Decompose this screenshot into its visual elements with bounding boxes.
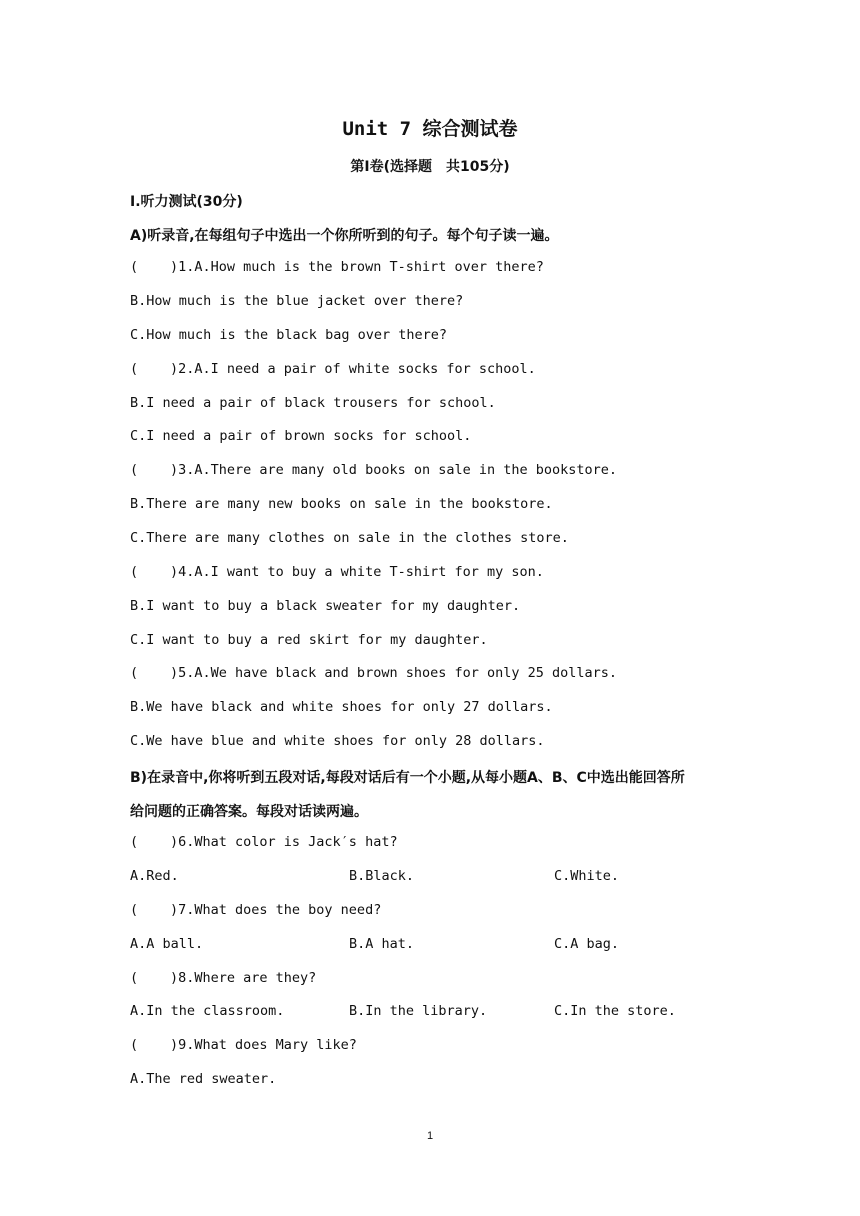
question-stem: ( )6.What color is Jack′s hat? — [130, 834, 398, 850]
question-stem: ( )2.A.I need a pair of white socks for school. — [130, 361, 536, 377]
answer-blank[interactable]: ( — [130, 361, 139, 377]
question-stem: ( )3.A.There are many old books on sale in the bookstore. — [130, 462, 618, 478]
page-title: Unit 7 综合测试卷 — [342, 118, 518, 140]
option-b: B.Black. — [349, 868, 415, 884]
answer-blank[interactable]: ( — [130, 259, 139, 275]
answer-blank[interactable]: ( — [130, 1037, 139, 1053]
option-b: B.How much is the blue jacket over there? — [130, 293, 464, 309]
option-b: B.A hat. — [349, 936, 415, 952]
option-c: C.I need a pair of brown socks for school. — [130, 428, 472, 444]
section-heading: Ⅰ.听力测试(30分) — [130, 194, 243, 210]
page-subtitle: 第Ⅰ卷(选择题 共105分) — [350, 159, 510, 175]
question-stem: ( )8.Where are they? — [130, 970, 317, 986]
answer-blank[interactable]: ( — [130, 564, 139, 580]
question-stem: ( )5.A.We have black and brown shoes for only 25 dollars. — [130, 665, 618, 681]
answer-blank[interactable]: ( — [130, 462, 139, 478]
question-stem: ( )1.A.How much is the brown T-shirt over there? — [130, 259, 544, 275]
option-c: C.A bag. — [554, 936, 620, 952]
question-stem: ( )7.What does the boy need? — [130, 902, 382, 918]
option-b: B.We have black and white shoes for only 27 dollars. — [130, 699, 553, 715]
option-c: C.How much is the black bag over there? — [130, 327, 447, 343]
answer-blank[interactable]: ( — [130, 970, 139, 986]
option-c: C.There are many clothes on sale in the clothes store. — [130, 530, 569, 546]
page-number: 1 — [426, 1130, 434, 1142]
option-c: C.In the store. — [554, 1003, 676, 1019]
answer-blank[interactable]: ( — [130, 834, 139, 850]
option-b: B.I want to buy a black sweater for my daughter. — [130, 598, 521, 614]
option-a: A.In the classroom. — [130, 1003, 285, 1019]
question-stem: ( )4.A.I want to buy a white T-shirt for my son. — [130, 564, 544, 580]
part-a-instruction: A)听录音,在每组句子中选出一个你所听到的句子。每个句子读一遍。 — [130, 228, 559, 244]
part-b-instruction: B)在录音中,你将听到五段对话,每段对话后有一个小题,从每小题A、B、C中选出能回答所 — [130, 770, 685, 786]
answer-blank[interactable]: ( — [130, 902, 139, 918]
option-a: A.A ball. — [130, 936, 204, 952]
option-a: A.Red. — [130, 868, 179, 884]
option-c: C.White. — [554, 868, 620, 884]
option-c: C.We have blue and white shoes for only 28 dollars. — [130, 733, 545, 749]
option-c: C.I want to buy a red skirt for my daughter. — [130, 632, 488, 648]
option-b: B.I need a pair of black trousers for school. — [130, 395, 496, 411]
option-b: B.In the library. — [349, 1003, 488, 1019]
question-stem: ( )9.What does Mary like? — [130, 1037, 357, 1053]
option-b: B.There are many new books on sale in the bookstore. — [130, 496, 553, 512]
answer-blank[interactable]: ( — [130, 665, 139, 681]
part-b-instruction-cont: 给问题的正确答案。每段对话读两遍。 — [130, 804, 368, 820]
option-a: A.The red sweater. — [130, 1071, 277, 1087]
